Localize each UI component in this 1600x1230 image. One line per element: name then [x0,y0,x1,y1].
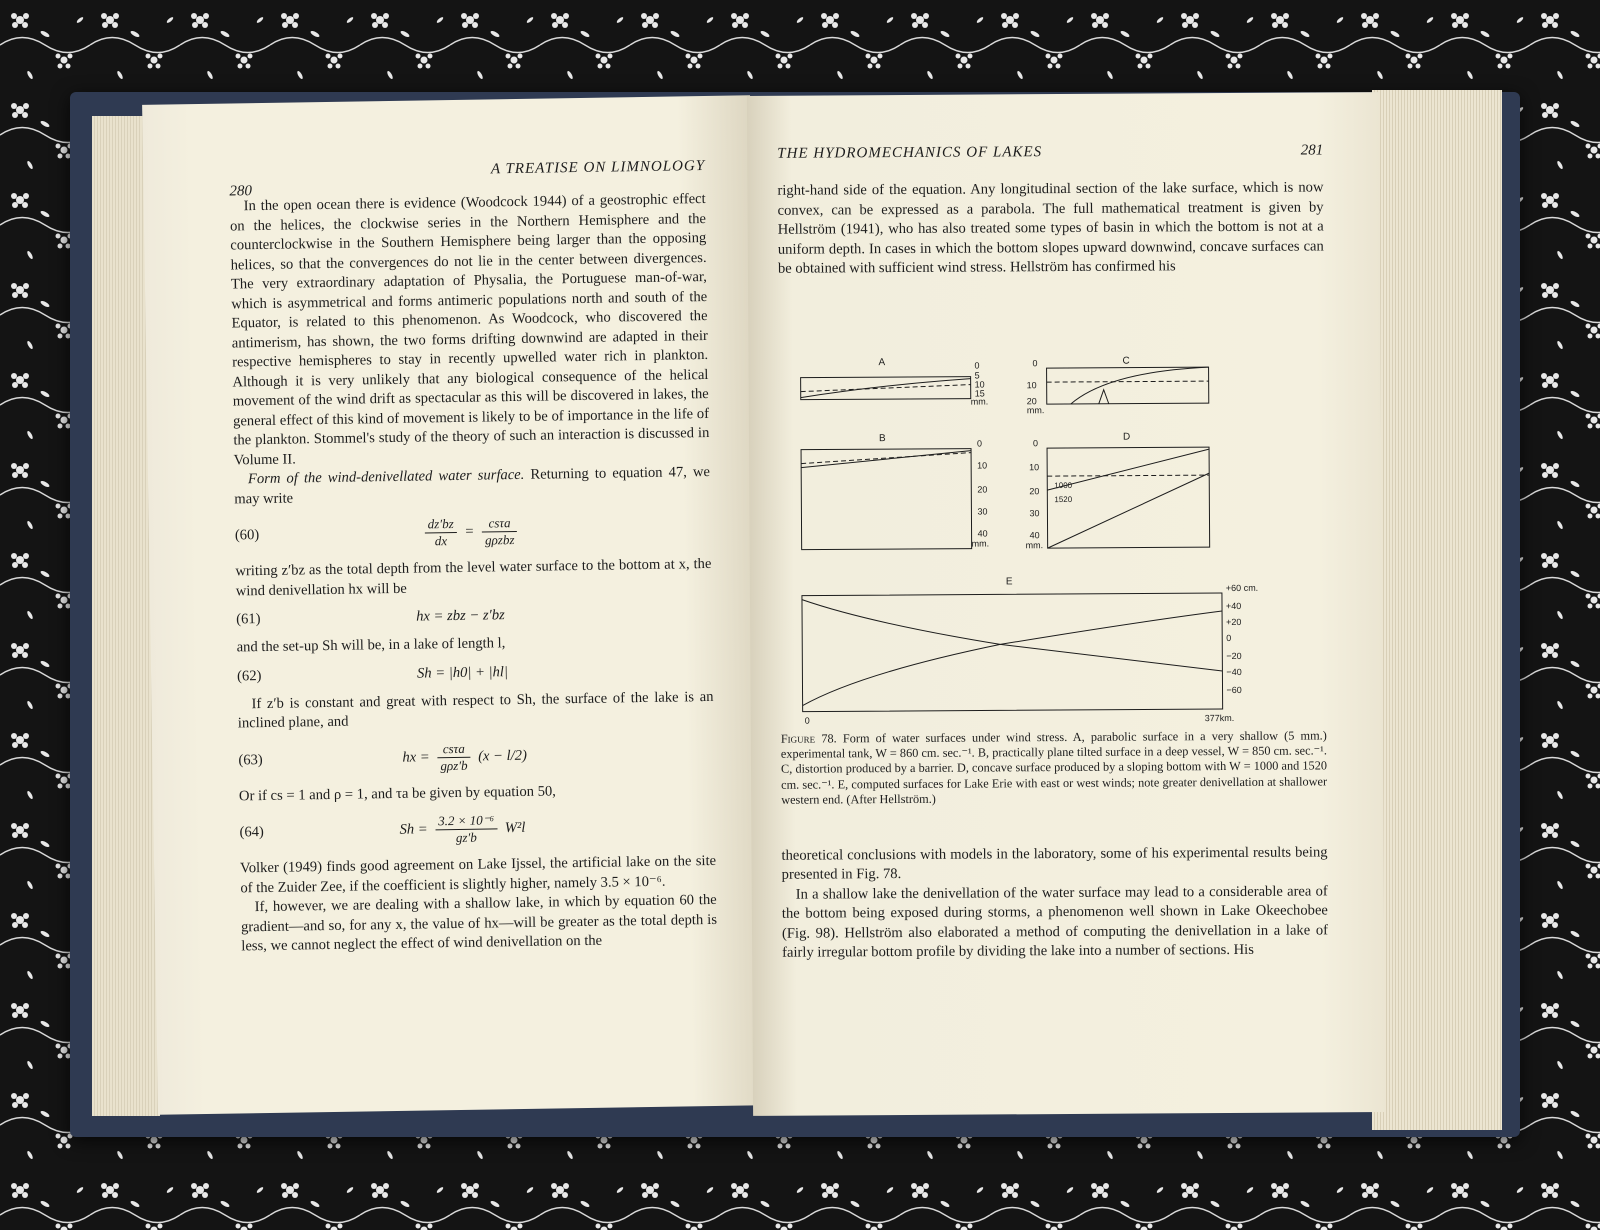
paragraph: If, however, we are dealing with a shallow lake, in which by equation 60 the gradient—and so, for any x, the value of hx—will be greater as the total depth is less, we cannot neglect the effect of wind denivellation on the [240,891,718,955]
right-page-stack [1372,90,1502,1130]
page-number: 281 [1300,142,1324,159]
paragraph: right-hand side of the equation. Any longitudinal section of the lake surface, which is now convex, can be expressed as a parabola. The full mathematical treatment is given by Hellström (1941), who has also treated some types of basin in which the bottom is not at a uniform depth. In cases in which the bottom slopes upward downwind, concave surfaces can be obtained with sufficient wind stress. Hellström has confirmed his [777,179,1324,277]
panel-label-e: E [1005,575,1013,587]
svg-text:0: 0 [974,360,980,371]
svg-text:1000: 1000 [1054,480,1073,490]
right-page [747,92,1385,1116]
svg-text:mm.: mm. [1026,404,1045,415]
svg-text:1520: 1520 [1054,494,1073,504]
panel-label-b: B [878,432,886,444]
svg-text:mm.: mm. [1025,539,1044,550]
svg-text:mm.: mm. [970,395,989,407]
running-title: THE HYDROMECHANICS OF LAKES [777,144,1043,162]
panel-b [801,448,972,549]
svg-text:10: 10 [977,459,988,471]
equation-61: (61) hx = zbz − z′bz [236,607,505,628]
right-running-head [777,142,1323,181]
svg-text:0: 0 [1032,437,1039,448]
panel-c [1047,367,1209,404]
svg-text:15: 15 [974,387,985,399]
svg-text:0: 0 [976,438,983,449]
svg-text:+60 cm.: +60 cm. [1225,582,1259,593]
panel-label-a: A [878,356,886,368]
svg-text:0: 0 [804,715,810,726]
panel-label-c: C [1122,355,1130,367]
svg-text:10: 10 [974,378,985,390]
paragraph: Form of the wind-denivellated water surface. Returning to equation 47, we may write [234,463,711,507]
svg-text:10: 10 [1029,461,1040,472]
paragraph: In a shallow lake the denivellation of the water surface may lead to a considerable area of the bottom being exposed during storms, a phenomenon well shown in Lake Okeechobee (Fig. 98). Hellström also elaborated a method of computing the denivellation in a lake of fairly irregular bottom profile by dividing the lake into a number of sections. His [781,882,1329,961]
section-heading: Form of the wind-denivellated water surface. [247,466,525,488]
svg-text:0: 0 [1226,632,1232,643]
panel-label-d: D [1122,431,1131,443]
panel-e [802,593,1223,712]
svg-text:30: 30 [1029,507,1040,518]
svg-text:377km.: 377km. [1204,712,1235,723]
equation-63: (63) hx = $\frac{\text{csτa}}{\text{gρz′b}}$ (x − l/2) [238,740,527,773]
paragraph: Or if cs = 1 and ρ = 1, and τa be given by equation 50, [238,782,557,804]
equation-60: (60) $\frac{dz'bz}{dx}$ = $\frac{\text{csτa}}{\text{gρzbz}}$ [235,512,711,552]
svg-text:40: 40 [1029,529,1040,540]
caption-text: Form of water surfaces under wind stress. A, parabolic surface in a very shallow (5 mm.) experimental tank, W = 860 cm. sec.⁻¹. B, practically plane tilted surface in a deep vessel, W = 850 cm. sec.⁻¹. C, distortion produced by a barrier. D, concave surface produced by a sloping bottom with W = 1000 and 1520 cm. sec.⁻¹. E, computed surfaces for Lake Erie with east or west winds; note greater denivellation at shallower western end. (After Hellström.) [780,727,1328,807]
caption-label: Figure 78. [780,730,837,746]
figure-caption [781,728,1327,808]
paragraph: Volker (1949) finds good agreement on Lake Ijssel, the artificial lake on the site of the Zuider Zee, if the coefficient is slightly higher, namely 3.5 × 10⁻⁶. [239,852,717,896]
svg-text:40: 40 [977,527,988,539]
svg-text:+40: +40 [1225,600,1242,611]
paragraph: theoretical conclusions with models in the laboratory, some of his experimental results being presented in Fig. 78. [781,843,1328,883]
svg-text:20: 20 [1029,485,1040,496]
paragraph: writing z′bz as the total depth from the level water surface to the bottom at x, the wind denivellation hx will be [235,555,712,599]
svg-text:−60: −60 [1226,684,1242,695]
svg-text:5: 5 [974,370,980,381]
equation-62: (62) Sh = |h0| + |hl| [236,663,509,684]
svg-text:−20: −20 [1226,650,1242,661]
figure-78 [778,352,1300,725]
panel-a [801,376,971,399]
svg-text:mm.: mm. [971,537,990,549]
svg-text:+20: +20 [1226,616,1242,627]
svg-text:10: 10 [1026,379,1037,390]
paragraph: If z′b is constant and great with respect to Sh, the surface of the lake is an inclined plane, and [237,688,714,732]
paragraph: In the open ocean there is evidence (Woodcock 1944) of a geostrophic effect on the helices, the clockwise series in the Northern Hemisphere and the counterclockwise in the Southern Hemisphere being larger than the opposing helices, so that the convergences do not lie in the center between divergences. The very extraordinary adaptation of Physalia, the Portuguese man-of-war, which is asymmetrical and forms antimeric populations north and south of the Equator, is related to this phenomenon. As Woodcock, who discovered the antimerism, has shown, the two forms drifting downwind are adapted in their respective hemispheres to stay in recently upwelled water rich in plankton. Although it is very unlikely that any biological consequence of the helical movement of the wind drift as spectacular as this will be discovered in lakes, the general effect of this kind of movement is likely to be of importance in the life of the plankton. Stommel's study of the theory of such an interaction is discussed in Volume II. [229,190,710,468]
svg-text:20: 20 [1026,395,1037,406]
svg-text:−40: −40 [1226,666,1242,677]
left-running-head [229,154,706,200]
svg-text:20: 20 [977,483,988,495]
svg-text:0: 0 [1032,357,1038,368]
paragraph: and the set-up Sh will be, in a lake of length l, [236,635,506,656]
equation-64: (64) Sh = $\frac{\text{3.2 × 10⁻⁶}}{gz'b}$ W²l [239,812,526,845]
running-title: A TREATISE ON LIMNOLOGY [490,158,706,178]
left-page [142,95,766,1114]
page-number: 280 [229,183,253,200]
svg-text:30: 30 [977,505,988,517]
